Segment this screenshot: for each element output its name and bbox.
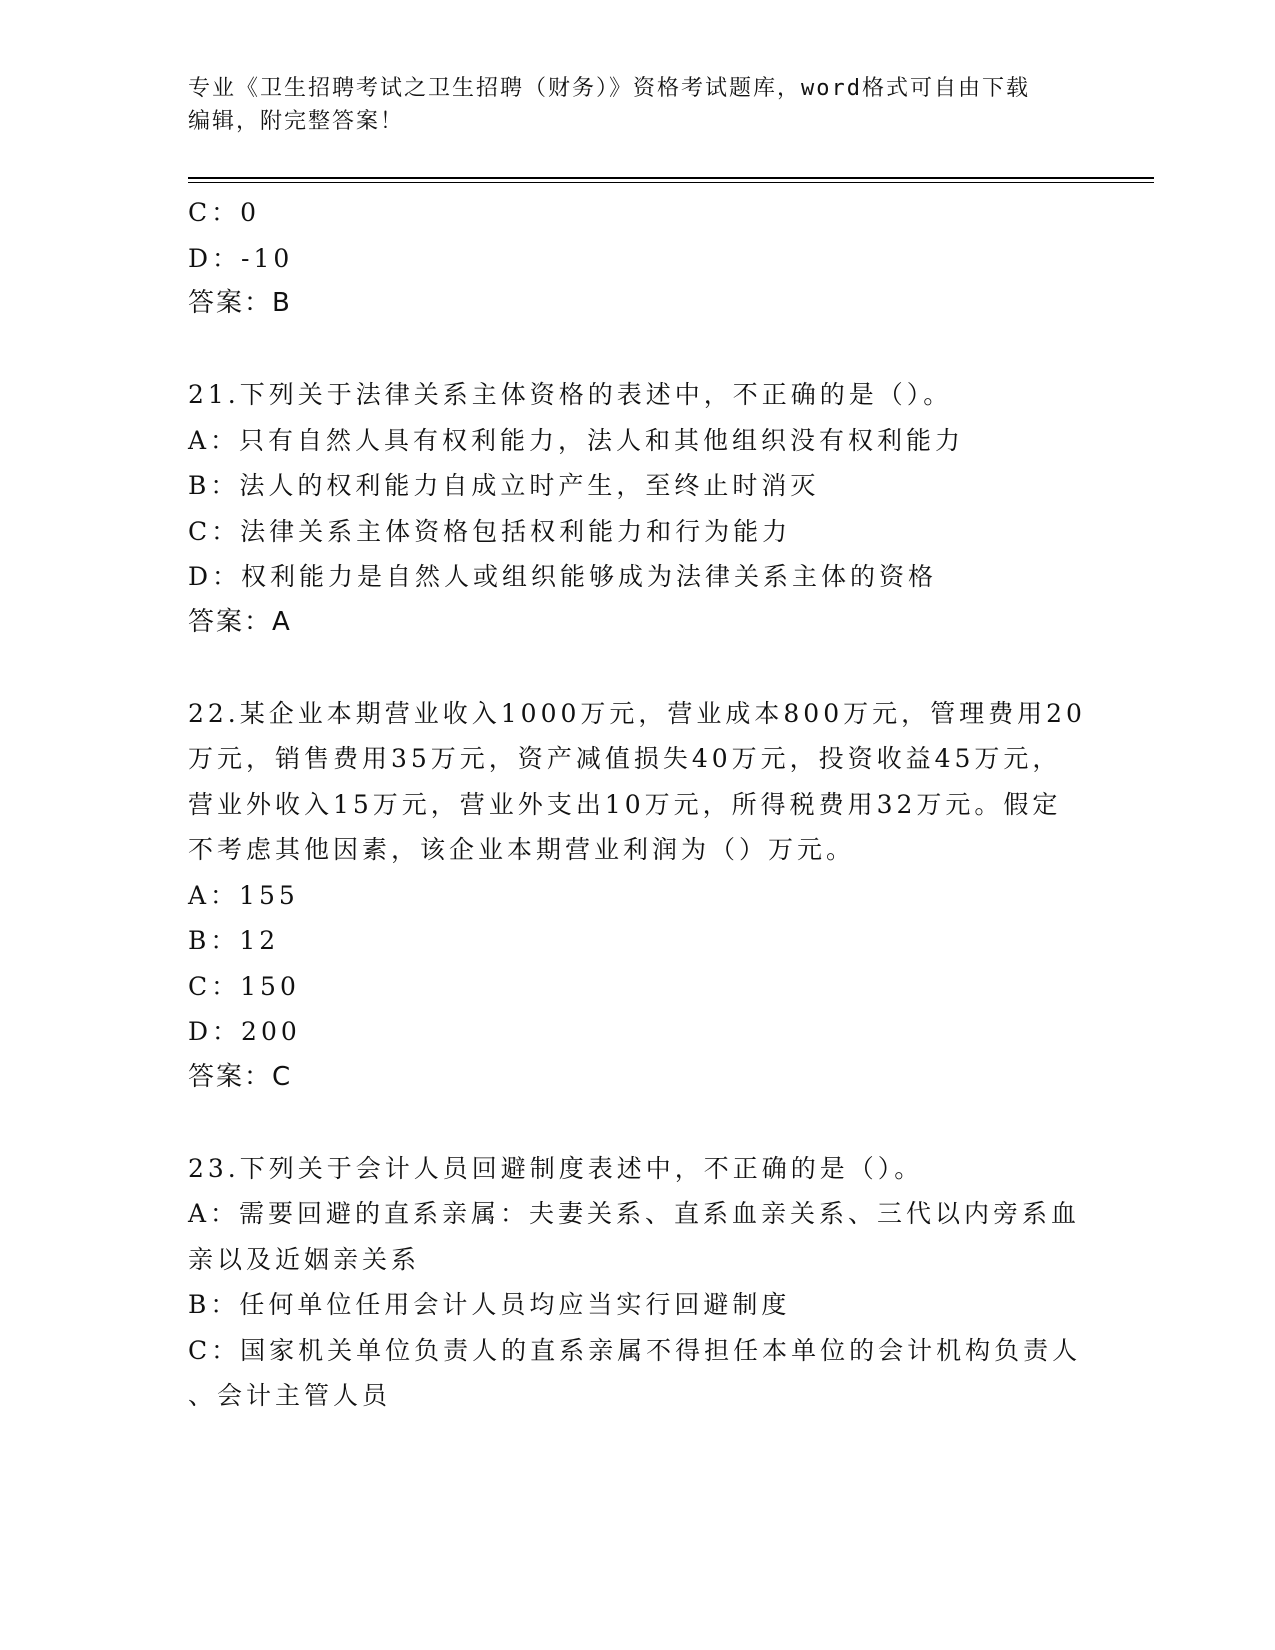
answer: 答案：C — [188, 1061, 293, 1092]
spacer — [188, 1100, 1088, 1146]
spacer — [188, 645, 1088, 691]
option-d: D：200 — [188, 1017, 301, 1046]
option-a: A：需要回避的直系亲属：夫妻关系、直系血亲关系、三代以内旁系血 — [188, 1199, 1081, 1228]
option-c: C：法律关系主体资格包括权利能力和行为能力 — [188, 516, 792, 546]
option-b: B：任何单位任用会计人员均应当实行回避制度 — [188, 1290, 791, 1319]
option-c-continued: 、会计主管人员 — [188, 1381, 392, 1410]
option-c: C：0 — [188, 198, 261, 227]
option-d: D：-10 — [188, 243, 294, 273]
question-22 — [188, 691, 1088, 1101]
previous-question-tail — [188, 190, 1088, 327]
question-21 — [188, 372, 1088, 645]
option-a: A：155 — [188, 880, 299, 910]
question-stem-line: 万元，销售费用35万元，资产减值损失40万元，投资收益45万元， — [188, 744, 1062, 773]
question-stem: 23.下列关于会计人员回避制度表述中，不正确的是（）。 — [188, 1153, 924, 1183]
question-stem-line: 22.某企业本期营业收入1000万元，营业成本800万元，管理费用20 — [188, 698, 1086, 728]
header-line-1: 专业《卫生招聘考试之卫生招聘（财务）》资格考试题库，word格式可自由下载 — [188, 76, 1030, 101]
option-c: C：150 — [188, 971, 300, 1001]
question-stem-line: 不考虑其他因素，该企业本期营业利润为（）万元。 — [188, 835, 856, 864]
option-a: A：只有自然人具有权利能力，法人和其他组织没有权利能力 — [188, 425, 965, 455]
option-b: B：法人的权利能力自成立时产生，至终止时消灭 — [188, 471, 820, 500]
answer: 答案：A — [188, 606, 292, 637]
header-line-2: 编辑，附完整答案！ — [188, 109, 405, 134]
option-a-continued: 亲以及近姻亲关系 — [188, 1244, 421, 1274]
header-rule-thin — [188, 182, 1154, 183]
question-23 — [188, 1146, 1088, 1419]
document-header — [188, 72, 1088, 138]
option-b: B：12 — [188, 926, 280, 955]
header-rule-thick — [188, 177, 1154, 179]
answer: 答案：B — [188, 288, 292, 318]
spacer — [188, 327, 1088, 373]
question-content — [188, 190, 1088, 1419]
question-stem-line: 营业外收入15万元，营业外支出10万元，所得税费用32万元。假定 — [188, 789, 1062, 819]
option-d: D：权利能力是自然人或组织能够成为法律关系主体的资格 — [188, 562, 938, 591]
question-stem: 21.下列关于法律关系主体资格的表述中，不正确的是（）。 — [188, 380, 953, 409]
option-c: C：国家机关单位负责人的直系亲属不得担任本单位的会计机构负责人 — [188, 1335, 1082, 1365]
